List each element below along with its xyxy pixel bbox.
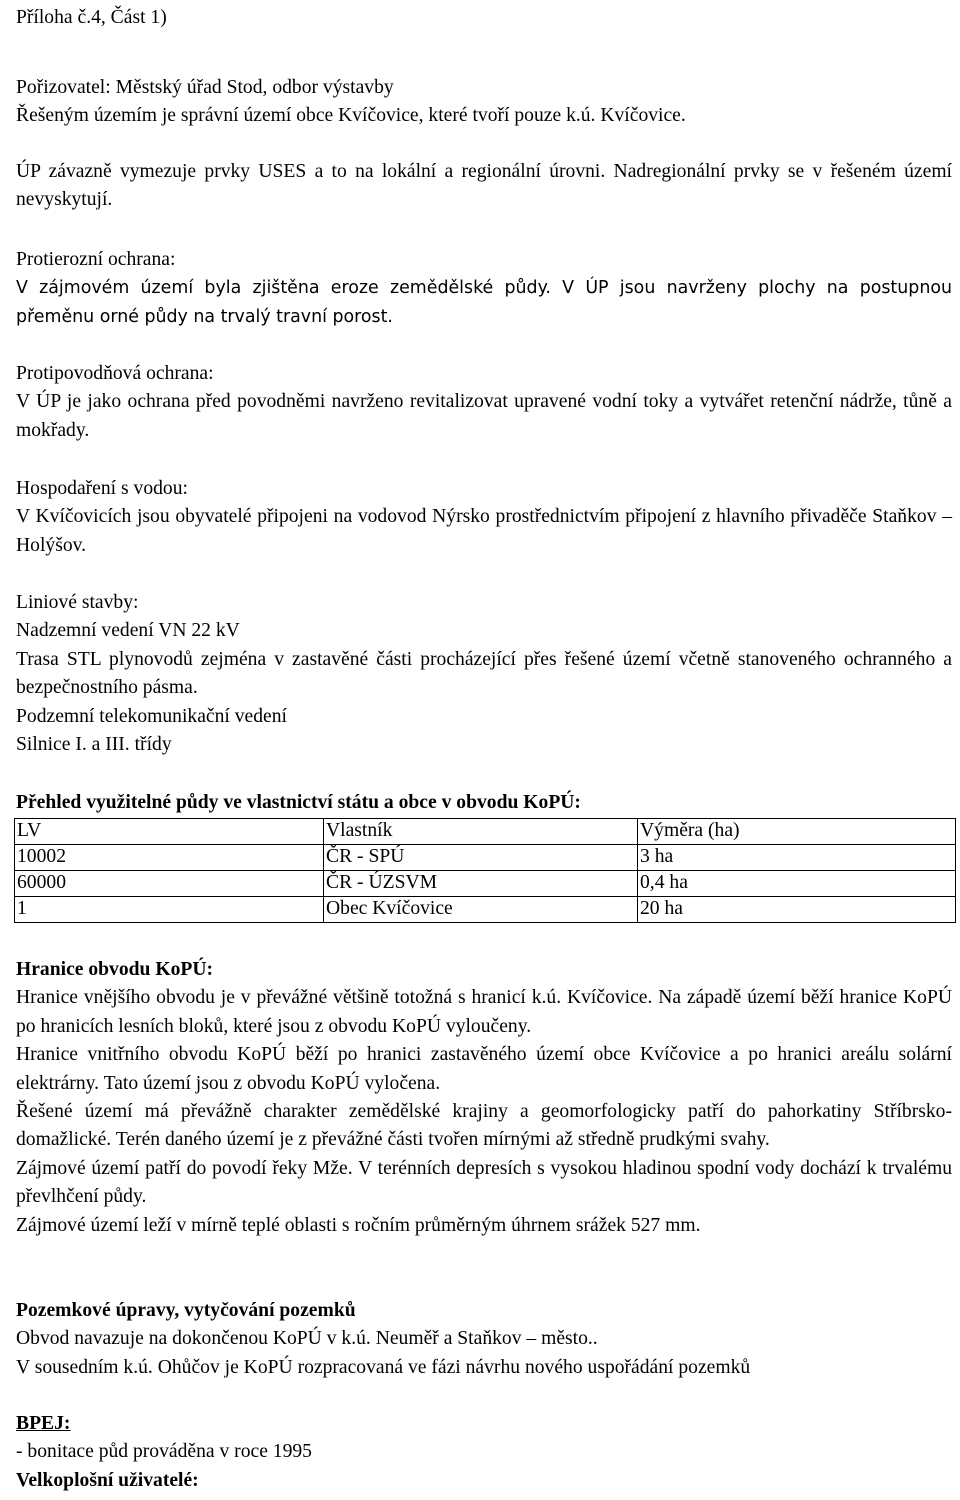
boundary-paragraph-1: Hranice vnějšího obvodu je v převážné většině totožná s hranicí k.ú. Kvíčovice. Na západě území běží hranice KoPÚ po hranicích lesních bloků, které jsou z obvodu KoPÚ vyloučeny. (16, 987, 952, 1037)
flood-heading: Protipovodňová ochrana: (16, 363, 214, 384)
column-header-lv: LV (15, 819, 324, 845)
table-cell: ČR - ÚZSVM (324, 871, 638, 897)
table-cell: ČR - SPÚ (324, 845, 638, 871)
water-text: V Kvíčovicích jsou obyvatelé připojeni na vodovod Nýrsko prostřednictvím připojení z hlavního přivaděče Staňkov – Holýšov. (16, 506, 952, 556)
table-row (15, 897, 956, 923)
intro-section (16, 74, 952, 131)
water-section (16, 475, 952, 560)
territory-line: Řešeným územím je správní území obce Kvíčovice, které tvoří pouze k.ú. Kvíčovice. (16, 105, 686, 127)
boundary-paragraph-3: Řešené území má převážně charakter zemědělské krajiny a geomorfologicky patří do pahorkatiny Stříbrsko-domažlické. Terén daného území je z převážné části tvořen mírnými až středně prudkými svahy. (16, 1101, 952, 1151)
erosion-section (16, 246, 952, 331)
bpej-heading: BPEJ: (16, 1413, 71, 1434)
table-cell: 0,4 ha (638, 871, 956, 897)
bpej-section (16, 1410, 952, 1495)
flood-text: V ÚP je jako ochrana před povodněmi navrženo revitalizovat upravené vodní toky a vytvářet retenční nádrže, tůně a mokřady. (16, 391, 952, 441)
flood-section (16, 360, 952, 445)
users-heading: Velkoplošní uživatelé: (16, 1469, 199, 1491)
lines-item-1: Nadzemní vedení VN 22 kV (16, 620, 240, 642)
table-row (15, 871, 956, 897)
table-header-row (15, 819, 956, 845)
lines-heading: Liniové stavby: (16, 592, 139, 613)
lines-item-4: Silnice I. a III. třídy (16, 734, 172, 756)
attachment-header: Příloha č.4, Část 1) (16, 7, 167, 28)
erosion-heading: Protierozní ochrana: (16, 249, 176, 270)
boundary-paragraph-4: Zájmové území patří do povodí řeky Mže. V terénních depresích s vysokou hladinou spodní vody dochází k trvalému převlhčení půdy. (16, 1157, 952, 1208)
table-cell: 20 ha (638, 897, 956, 923)
erosion-text: V zájmovém území byla zjištěna eroze zemědělské půdy. V ÚP jsou navrženy plochy na postupnou přeměnu orné půdy na trvalý travní porost. (16, 278, 952, 327)
boundary-section (16, 956, 952, 1240)
lines-section (16, 589, 952, 759)
table-cell: 10002 (15, 845, 324, 871)
table-cell: 1 (15, 897, 324, 923)
procurer-line: Pořizovatel: Městský úřad Stod, odbor výstavby (16, 77, 394, 98)
water-heading: Hospodaření s vodou: (16, 478, 188, 499)
column-header-owner: Vlastník (324, 819, 638, 845)
table-cell: Obec Kvíčovice (324, 897, 638, 923)
uses-paragraph: ÚP závazně vymezuje prvky USES a to na lokální a regionální úrovni. Nadregionální prvky se v řešeném území nevyskytují. (16, 161, 952, 211)
land-table (14, 818, 956, 923)
boundary-heading: Hranice obvodu KoPÚ: (16, 959, 214, 980)
landuse-section (16, 1297, 952, 1382)
land-heading: Přehled využitelné půdy ve vlastnictví státu a obce v obvodu KoPÚ: (16, 792, 581, 813)
column-header-area: Výměra (ha) (638, 819, 956, 845)
lines-item-2: Trasa STL plynovodů zejména v zastavěné části procházející přes řešené území včetně stanoveného ochranného a bezpečnostního pásma. (16, 648, 952, 699)
bpej-text: - bonitace půd prováděna v roce 1995 (16, 1441, 312, 1463)
table-cell: 60000 (15, 871, 324, 897)
lines-item-3: Podzemní telekomunikační vedení (16, 705, 287, 727)
landuse-heading: Pozemkové úpravy, vytyčování pozemků (16, 1300, 356, 1321)
table-cell: 3 ha (638, 845, 956, 871)
landuse-paragraph-1: Obvod navazuje na dokončenou KoPÚ v k.ú. Neuměř a Staňkov – město.. (16, 1328, 598, 1350)
table-row (15, 845, 956, 871)
landuse-paragraph-2: V sousedním k.ú. Ohůčov je KoPÚ rozpracovaná ve fázi návrhu nového uspořádání pozemků (16, 1356, 751, 1378)
boundary-paragraph-2: Hranice vnitřního obvodu KoPÚ běží po hranici zastavěného území obce Kvíčovice a po hranici areálu solární elektrárny. Tato území jsou z obvodu KoPÚ vyločena. (16, 1044, 952, 1094)
boundary-paragraph-5: Zájmové území leží v mírně teplé oblasti s ročním průměrným úhrnem srážek 527 mm. (16, 1214, 701, 1236)
